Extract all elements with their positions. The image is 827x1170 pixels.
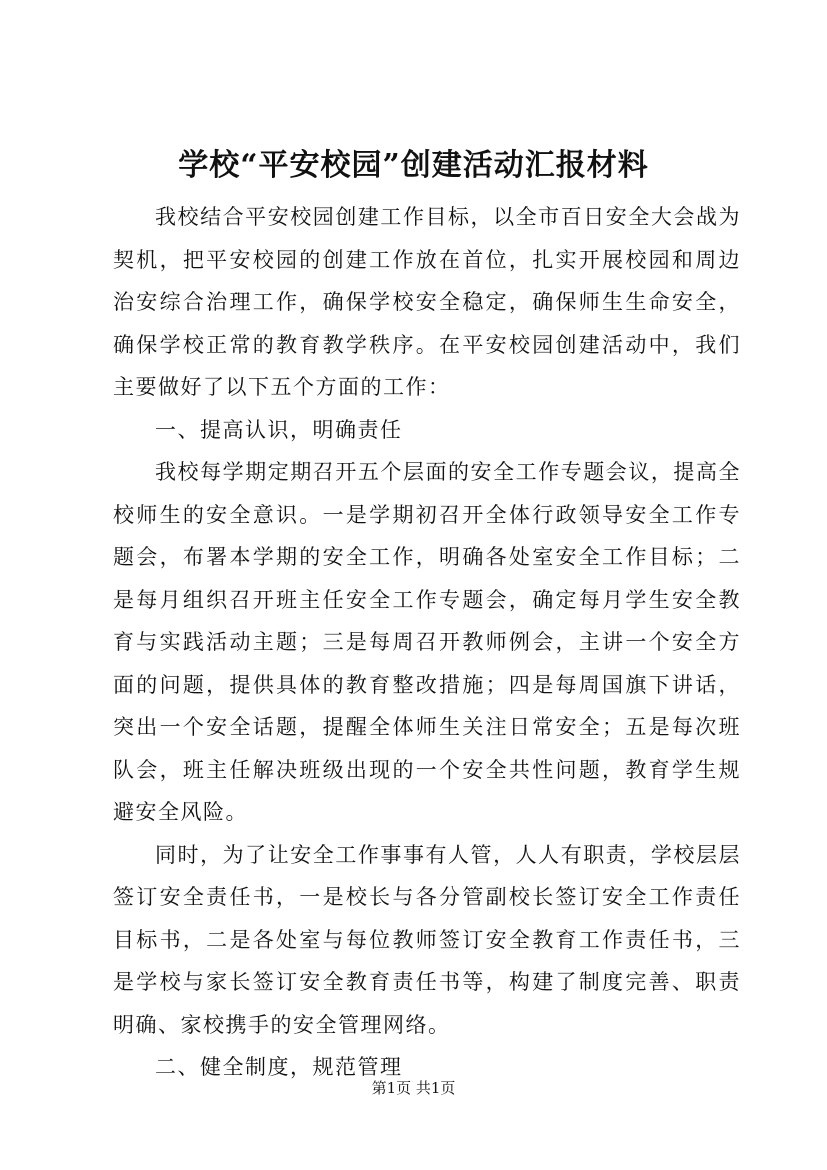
section-heading-2: 二、健全制度，规范管理	[155, 1055, 403, 1079]
section-1-paragraph-2: 同时，为了让安全工作事事有人管，人人有职责，学校层层签订安全责任书，一是校长与各分管副校长签订安全工作责任目标书，二是各处室与每位教师签订安全教育工作责任书，三是学校与家长签订安全教育责任书等，构建了制度完善、职责明确、家校携手的安全管理网络。	[113, 842, 741, 1037]
section-1-paragraph-1: 我校每学期定期召开五个层面的安全工作专题会议，提高全校师生的安全意识。一是学期初召开全体行政领导安全工作专题会，布署本学期的安全工作，明确各处室安全工作目标；二是每月组织召开班主任安全工作专题会，确定每月学生安全教育与实践活动主题；三是每周召开教师例会，主讲一个安全方面的问题，提供具体的教育整改措施；四是每周国旗下讲话，突出一个安全话题，提醒全体师生关注日常安全；五是每次班队会，班主任解决班级出现的一个安全共性问题，教育学生规避安全风险。	[113, 460, 741, 824]
intro-paragraph: 我校结合平安校园创建工作目标，以全市百日安全大会战为契机，把平安校园的创建工作放在首位，扎实开展校园和周边治安综合治理工作，确保学校安全稳定，确保师生生命安全，确保学校正常的教育教学秩序。在平安校园创建活动中，我们主要做好了以下五个方面的工作：	[113, 205, 741, 399]
page-number-footer: 第1页 共1页	[371, 1079, 456, 1097]
section-heading-1: 一、提高认识，明确责任	[155, 417, 403, 442]
document-body	[113, 196, 741, 1089]
document-title: 学校“平安校园”创建活动汇报材料	[178, 148, 649, 183]
